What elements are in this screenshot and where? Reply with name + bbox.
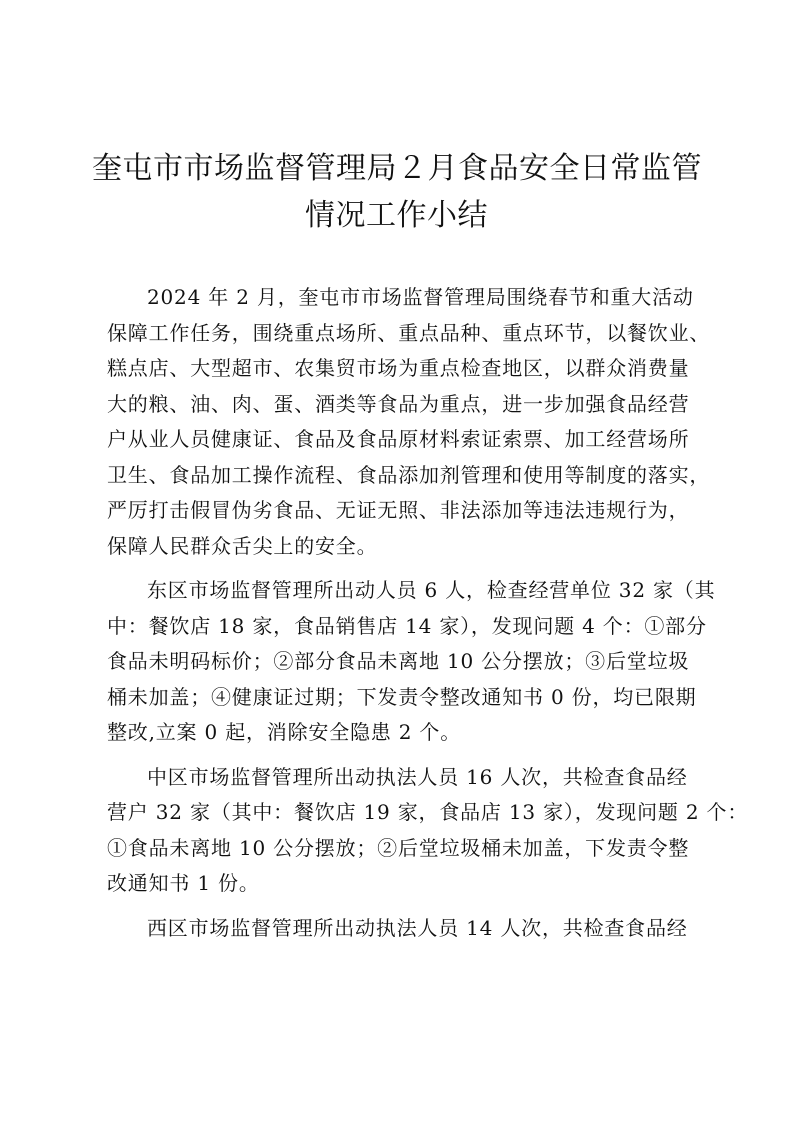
paragraph-line: 整改,立案 0 起，消除安全隐患 2 个。 (107, 720, 462, 744)
paragraph-line: 营户 32 家（其中：餐饮店 19 家，食品店 13 家），发现问题 2 个： (107, 800, 749, 824)
document-body (107, 280, 749, 955)
document-title (92, 145, 701, 239)
paragraph-line: 卫生、食品加工操作流程、食品添加剂管理和使用等制度的落实， (107, 462, 711, 487)
paragraph-line: 保障工作任务，围绕重点场所、重点品种、重点环节，以餐饮业、 (107, 320, 711, 345)
paragraph-line: 严厉打击假冒伪劣食品、无证无照、非法添加等违法违规行为， (107, 498, 690, 522)
paragraph-line: 大的粮、油、肉、蛋、酒类等食品为重点，进一步加强食品经营 (107, 391, 690, 416)
paragraph-summary (107, 280, 711, 564)
title-line-1: 奎屯市市场监督管理局２月食品安全日常监管 (92, 151, 702, 186)
paragraph-line: 食品未明码标价；②部分食品未离地 10 公分摆放；③后堂垃圾 (107, 649, 690, 673)
paragraph-line: 户从业人员健康证、食品及食品原材料索证索票、加工经营场所 (107, 427, 690, 451)
paragraph-line: 改通知书 1 份。 (107, 871, 260, 895)
paragraph-line: 保障人民群众舌尖上的安全。 (107, 533, 378, 558)
title-line-2: 情况工作小结 (305, 198, 488, 233)
paragraph-east-district (107, 573, 716, 751)
paragraph-line: 西区市场监督管理所出动执法人员 14 人次，共检查食品经 (147, 915, 688, 940)
paragraph-line: 中：餐饮店 18 家，食品销售店 14 家），发现问题 4 个：①部分 (107, 613, 707, 638)
paragraph-line: 中区市场监督管理所出动执法人员 16 人次，共检查食品经 (147, 764, 688, 789)
paragraph-line: 2024 年 2 月，奎屯市市场监督管理局围绕春节和重大活动 (147, 285, 694, 309)
paragraph-line: ①食品未离地 10 公分摆放；②后堂垃圾桶未加盖，下发责令整 (107, 835, 690, 860)
paragraph-line: 东区市场监督管理所出动人员 6 人，检查经营单位 32 家（其 (147, 578, 716, 602)
paragraph-west-district (107, 911, 692, 947)
paragraph-line: 糕点店、大型超市、农集贸市场为重点检查地区，以群众消费量 (107, 356, 690, 380)
paragraph-line: 桶未加盖；④健康证过期；下发责令整改通知书 0 份，均已限期 (107, 684, 697, 709)
paragraph-central-district (107, 760, 749, 902)
